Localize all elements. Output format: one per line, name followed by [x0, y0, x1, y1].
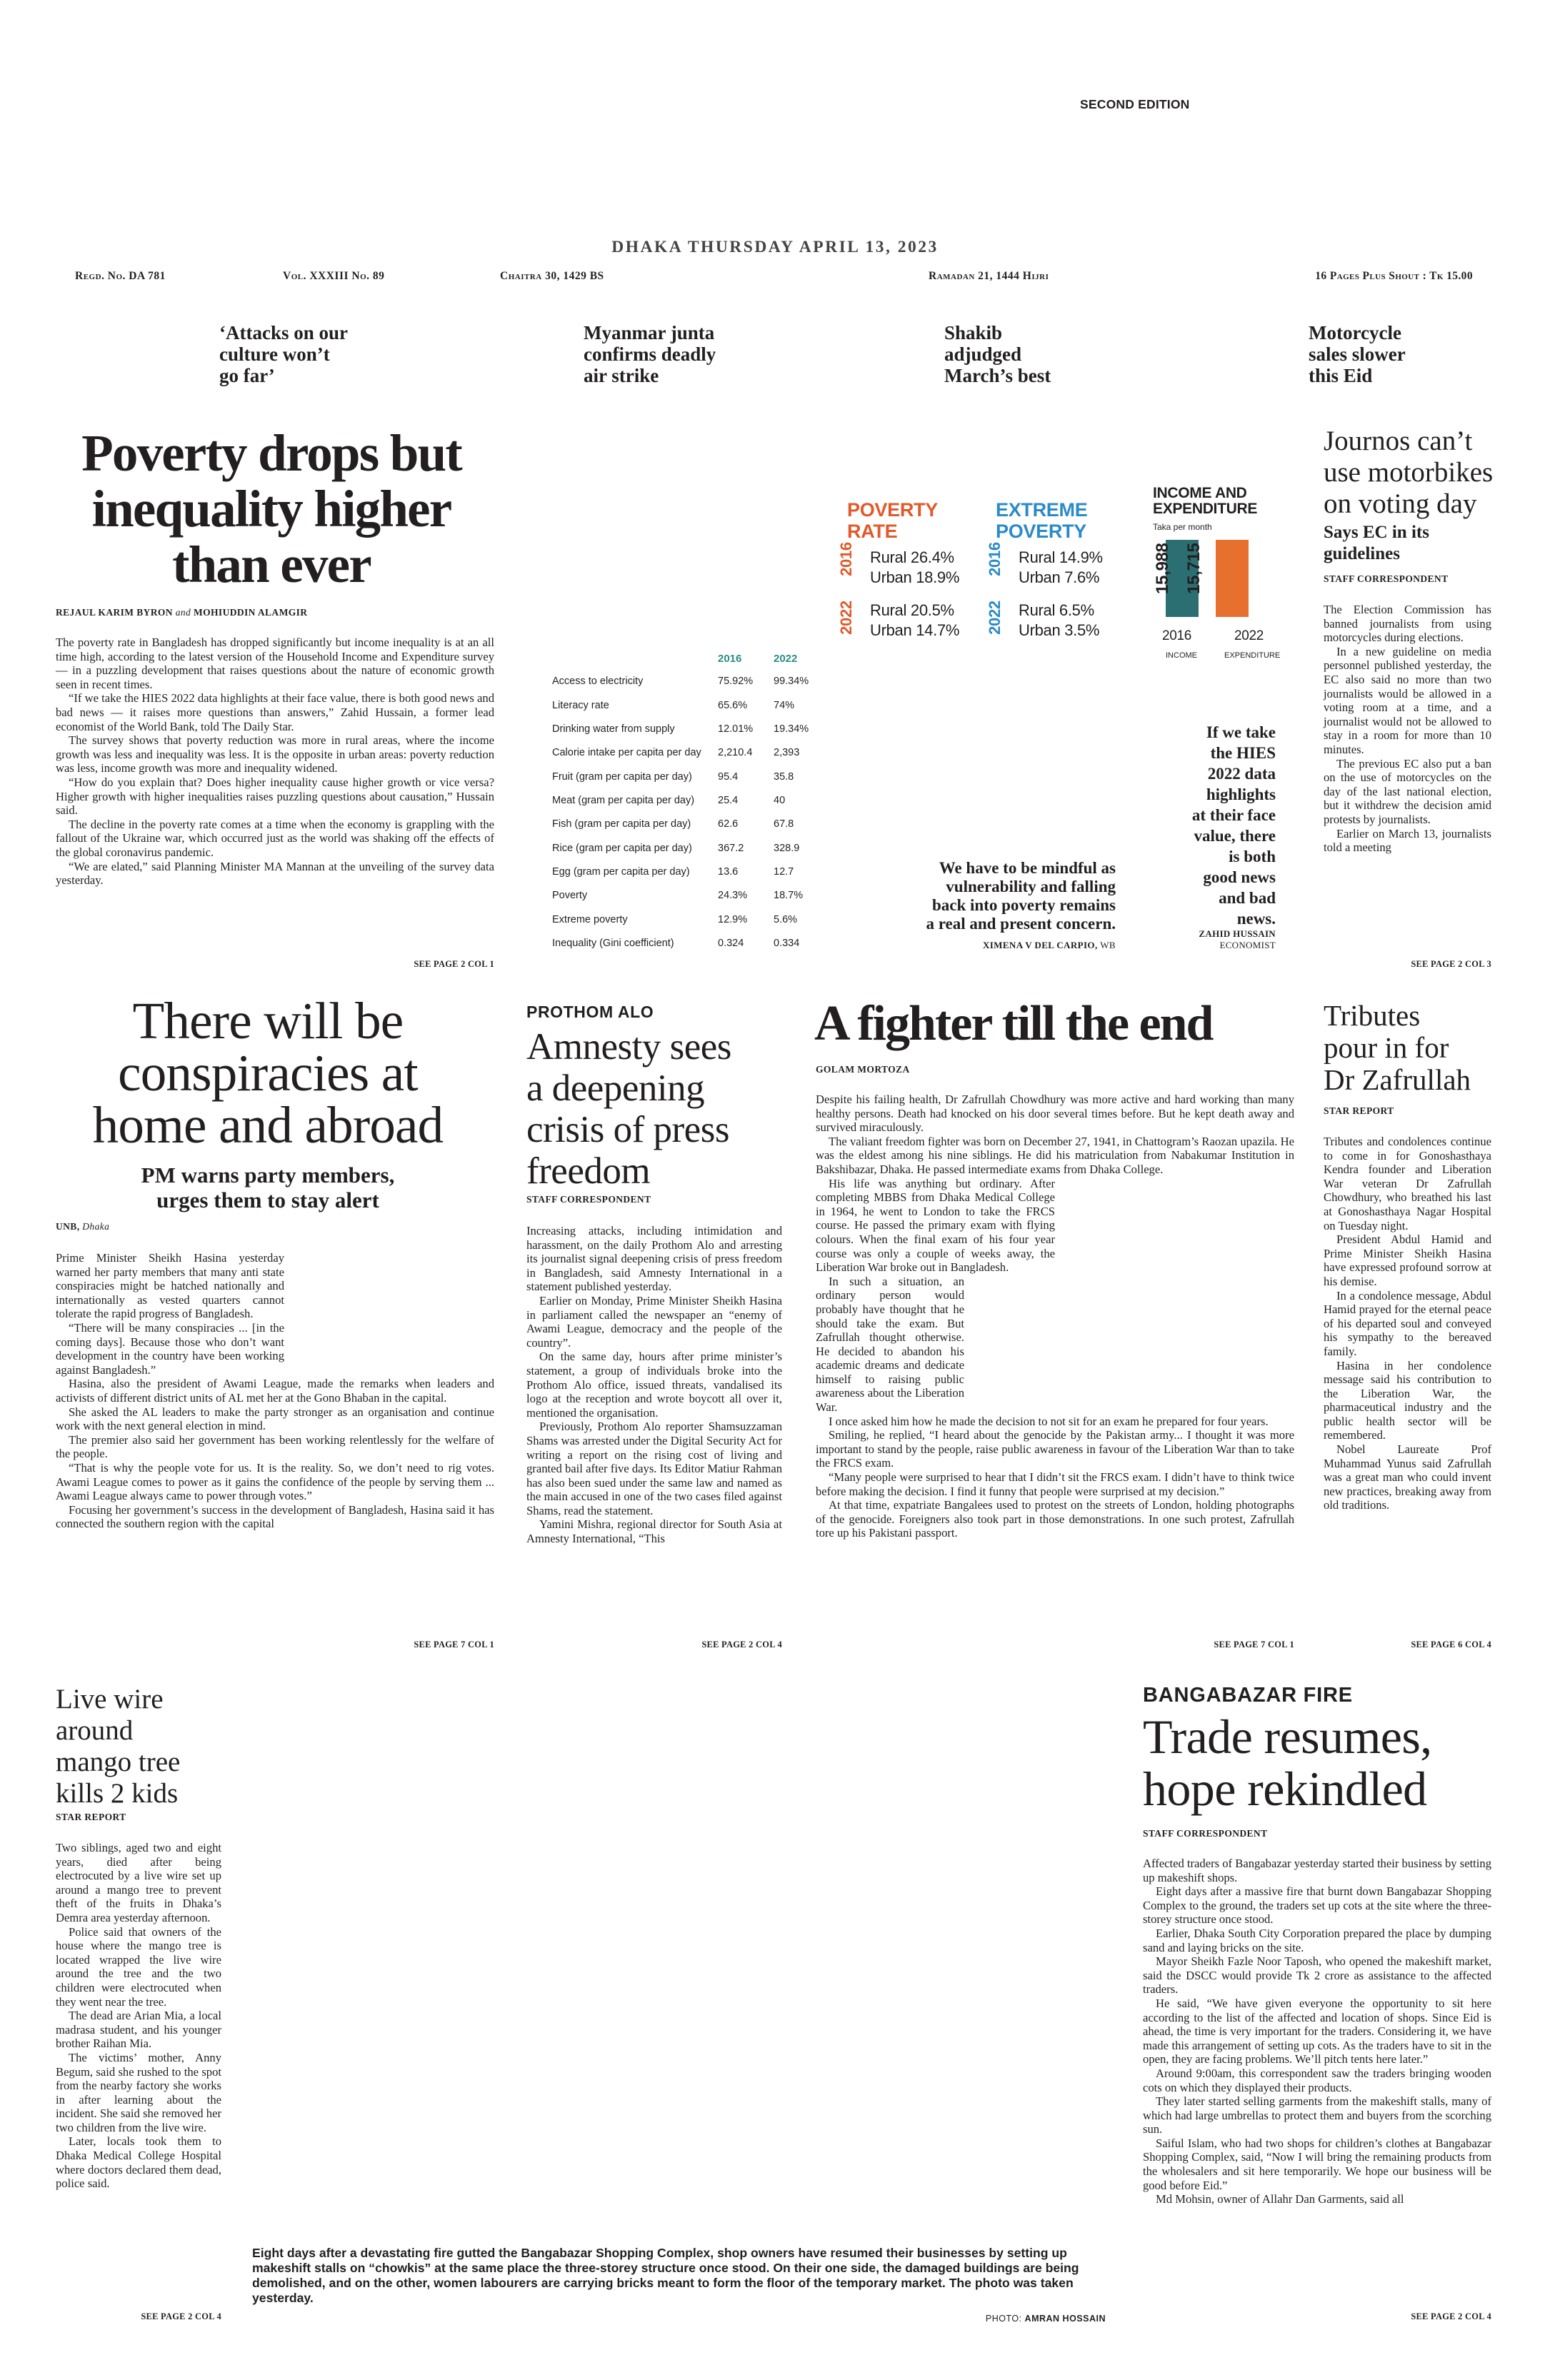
page-count-price: 16 Pages Plus Shout : Tk 15.00 — [1315, 270, 1473, 282]
extreme-poverty-title: EXTREME POVERTY — [996, 499, 1088, 542]
amnesty-headline[interactable]: Amnesty sees a deepening crisis of press freedom — [526, 1026, 731, 1192]
edition-label: SECOND EDITION — [1080, 97, 1190, 111]
expenditure-year: 2022 — [1234, 628, 1264, 643]
table-row: Drinking water from supply 12.01% 19.34% — [552, 723, 809, 735]
livewire-byline: STAR REPORT — [56, 1812, 126, 1822]
bangabazar-body: Affected traders of Bangabazar yesterday started their business by setting up makeshift shops. Eight days after a massive fire that burnt down Bangabazar Shopping Complex to the ground, the traders set up cots at the site where the three-storey structure once stood. Earlier, Dhaka South City Corporation prepared the place by dumping sand and laying bricks on the site. Mayor Sheikh Fazle Noor Taposh, who opened the makeshift market, said the DSCC would provide Tk 2 crore as assistance to the affected traders. He said, “We have given everyone the opportunity to sit here according to the list of the affected and location of shops. Since Eid is ahead, the time is very important for the traders. Considering it, we have made this arrangement of setting up cots. As the traders have to sit in the open, they are facing problems. We’ll pitch tents here later.” Around 9:00am, this correspondent saw the traders bringing wooden cots on which they displayed their products. They later started selling garments from the makeshift stalls, many of which had large umbrellas to protect them and buyers from the scorching sun. Saiful Islam, who had two shops for children’s clothes at Bangabazar Shopping Complex, said, “Now I will bring the remaining products from the wholesalers and sit here temporarily. We hope our business will be good before Eid.” Md Mohsin, owner of Allahr Dan Garments, said all — [1143, 1857, 1491, 2206]
poverty-byline: REJAUL KARIM BYRON and MOHIUDDIN ALAMGIR — [56, 607, 308, 618]
poverty-year-2016: 2016 — [837, 542, 855, 576]
fighter-headline[interactable]: A fighter till the end — [814, 996, 1213, 1051]
income-year: 2016 — [1162, 628, 1192, 643]
income-label: INCOME — [1166, 651, 1197, 660]
table-row: Inequality (Gini coefficient) 0.324 0.334 — [552, 938, 800, 949]
bangabazar-jump-link[interactable]: SEE PAGE 2 COL 4 — [1411, 2311, 1491, 2321]
table-row: Extreme poverty 12.9% 5.6% — [552, 914, 798, 925]
poverty-headline[interactable]: Poverty drops but inequality higher than ever — [81, 424, 461, 593]
photo-credit: PHOTO: AMRAN HOSSAIN — [985, 2314, 1106, 2324]
journos-body: The Election Commission has banned journalists from using motorcycles during elections. In a new guideline on media personnel published yesterday, the EC also said no more than two journalists would be allowed in a voting room at a time, and a journalist would not be allowed to stay in a room for more than 10 minutes. The previous EC also put a ban on the use of motorcycles on the day of the last national election, but it withdrew the decision amid protests by journalists. Earlier on March 13, journalists told a meeting — [1324, 603, 1491, 855]
quote-del-carpio-attribution: XIMENA V DEL CARPIO, WB — [982, 940, 1116, 950]
table-row: Rice (gram per capita per day) 367.2 328.9 — [552, 843, 800, 854]
extreme-2016-values: Rural 14.9% Urban 7.6% — [1019, 548, 1103, 586]
livewire-body: Two siblings, aged two and eight years, died after being electrocuted by a live wire set up around a mango tree to prevent theft of the fruits in Dhaka’s Demra area yesterday afternoon. Police said that owners of the house where the mango tree is located wrapped the live wire around the tree and the two children were electrocuted when they went near the tree. The dead are Arian Mia, a local madrasa student, and his younger brother Raihan Mia. The victims’ mother, Anny Begum, said she rushed to the spot from the nearby factory she works in after learning about the incident. She said she removed her two children from the live wire. Later, locals took them to Dhaka Medical College Hospital where doctors declared them dead, police said. — [56, 1841, 221, 2191]
hijri-date: Ramadan 21, 1444 Hijri — [929, 270, 1049, 282]
amnesty-kicker: PROTHOM ALO — [526, 1003, 654, 1021]
table-row: Fish (gram per capita per day) 62.6 67.8 — [552, 818, 794, 830]
conspiracy-body: Prime Minister Sheikh Hasina yesterday warned her party members that many anti state conspiracies might be hatched nationally and internationally as vested quarters cannot tolerate the rapid progress of Bangladesh. “There will be many conspiracies ... [in the coming days]. Because those who don’t want development in the country have been working against Bangladesh.” Hasina, also the president of Awami League, made the remarks when leaders and activists of different district units of AL met her at the Gono Bhaban in the capital. She asked the AL leaders to make the party stronger as an organisation and continue work with the next general election in mind. The premier also said her government has been working relentlessly for the welfare of the people. “That is why the people vote for us. It is the reality. So, we don’t need to rig votes. Awami League comes to power as it gains the confidence of the people by serving them ... Awami League always came to power through votes.” Focusing her government’s success in the development of Bangladesh, Hasina said it has connected the southern region with the capital — [56, 1251, 494, 1531]
journos-jump-link[interactable]: SEE PAGE 2 COL 3 — [1411, 959, 1491, 969]
table-row: Access to electricity 75.92% 99.34% — [552, 676, 809, 687]
conspiracy-subheadline: PM warns party members, urges them to stay alert — [141, 1163, 395, 1212]
bangabazar-byline: STAFF CORRESPONDENT — [1143, 1828, 1268, 1839]
extreme-year-2016: 2016 — [986, 542, 1004, 576]
fighter-byline: GOLAM MORTOZA — [816, 1064, 910, 1075]
volume-number: Vol. XXXIII No. 89 — [283, 270, 385, 282]
income-expenditure-chart — [1153, 540, 1267, 617]
expenditure-label: EXPENDITURE — [1224, 651, 1281, 660]
table-row: Egg (gram per capita per day) 13.6 12.7 — [552, 866, 794, 878]
fighter-body: Despite his failing health, Dr Zafrullah Chowdhury was more active and hard working than many healthy persons. Death had knocked on his door several times before. But he kept death away and survived miraculously. The valiant freedom fighter was born on December 27, 1941, in Chattogram’s Raozan upazila. He was the eldest among his nine siblings. He did his matriculation from Nabakumar Institution in Bakshibazar, Dhaka. He passed intermediate exams from Dhaka College. His life was anything but ordinary. After completing MBBS from Dhaka Medical College in 1964, he went to London to take the FRCS course. He passed the primary exam with flying colours. When the final exam of his four year course was only a couple of weeks away, the Liberation War broke out in Bangladesh. In such a situation, an ordinary person would probably have thought that he should take the exam. But Zafrullah thought otherwise. He decided to abandon his academic dreams and dedicate himself to raising public awareness about the Liberation War. I once asked him how he made the decision to not sit for an exam he prepared for four years. Smiling, he replied, “I heard about the genocide by the Pakistan army... I thought it was more important to stand by the people, raise public awareness in favour of the Liberation War than to take the FRCS exam. “Many people were surprised to hear that I didn’t sit the FRCS exam. I didn’t have to think twice before making the decision. I find it funny that people were surprised at my decision.” At that time, expatriate Bangalees used to protest on the streets of London, holding photographs of the genocide. Foreigners also took part in those demonstrations. In one such protest, Zafrullah tore up his Pakistani passport. — [816, 1093, 1294, 1540]
quote-del-carpio: We have to be mindful as vulnerability and falling back into poverty remains a real and present concern. — [926, 859, 1116, 933]
bar-expenditure-2022 — [1216, 540, 1249, 617]
table-row: Calorie intake per capita per day 2,210.4 2,393 — [552, 747, 800, 758]
income-value: 15,988 — [1153, 543, 1172, 594]
livewire-headline[interactable]: Live wire around mango tree kills 2 kids — [56, 1684, 181, 1809]
tributes-jump-link[interactable]: SEE PAGE 6 COL 4 — [1411, 1640, 1491, 1650]
tributes-headline[interactable]: Tributes pour in for Dr Zafrullah — [1324, 999, 1471, 1096]
table-row: Fruit (gram per capita per day) 95.4 35.8 — [552, 771, 794, 783]
poverty-rate-title: POVERTY RATE — [847, 499, 938, 542]
amnesty-body: Increasing attacks, including intimidation and harassment, on the daily Prothom Alo and arresting its journalist signal deepening crisis of press freedom in Bangladesh, said Amnesty International in a statement published yesterday. Earlier on Monday, Prime Minister Sheikh Hasina in parliament called the newspaper an “enemy of Awami League, democracy and the people of the country”. On the same day, hours after prime minister’s statement, a group of individuals broke into the Prothom Alo office, issued threats, vandalised its logo at the reception and wrote boycott all over it, mentioned the organisation. Previously, Prothom Alo reporter Shamsuzzaman Shams was arrested under the Digital Security Act for writing a report on the rising cost of living and granted bail after five days. Its Editor Matiur Rahman has also been sued under the same law and named as the main accused in one of the two cases filed against Shams, read the statement. Yamini Mishra, regional director for South Asia at Amnesty International, “This — [526, 1224, 782, 1546]
teaser-myanmar-junta[interactable]: Myanmar junta confirms deadly air strike — [584, 322, 716, 386]
journos-subheadline: Says EC in its guidelines — [1324, 523, 1429, 563]
income-expenditure-title: INCOME AND EXPENDITURE — [1153, 485, 1258, 517]
poverty-body: The poverty rate in Bangladesh has dropped significantly but income inequality is at an all time high, according to the latest version of the Household Income and Expenditure survey — in a puzzling development that raises questions about the nature of economic growth seen in recent times. “If we take the HIES 2022 data highlights at their face value, there is both good news and bad news — it raises more questions than answers,” Zahid Hussain, a former lead economist of the World Bank, told The Daily Star. The survey shows that poverty reduction was more in rural areas, where the income growth was less and inequality was less. It is the opposite in urban areas: poverty reduction was less, income growth was more and inequality widened. “How do you explain that? Does higher inequality cause higher growth or vice versa? Higher growth with higher inequalities raises puzzling questions about causation,” Hussain said. The decline in the poverty rate comes at a time when the economy is grappling with the fallout of the Ukraine war, which occurred just as the world was shaking off the effects of the global coronavirus pandemic. “We are elated,” said Planning Minister MA Mannan at the unveiling of the survey data yesterday. — [56, 636, 494, 888]
bangabazar-kicker: BANGABAZAR FIRE — [1143, 1684, 1353, 1707]
extreme-2022-values: Rural 6.5% Urban 3.5% — [1019, 601, 1100, 639]
amnesty-jump-link[interactable]: SEE PAGE 2 COL 4 — [701, 1640, 782, 1650]
photo-caption: Eight days after a devastating fire gutted the Bangabazar Shopping Complex, shop owners have resumed their businesses by setting up makeshift stalls on “chowkis” at the same place the three-storey structure once stood. On their one side, the damaged buildings are being demolished, and on the other, women labourers are carrying bricks meant to form the floor of the temporary market. The photo was taken yesterday. — [252, 2246, 1079, 2305]
journos-byline: STAFF CORRESPONDENT — [1324, 573, 1449, 584]
livewire-jump-link[interactable]: SEE PAGE 2 COL 4 — [141, 2311, 221, 2321]
poverty-2016-values: Rural 26.4% Urban 18.9% — [870, 548, 960, 586]
table-row: Literacy rate 65.6% 74% — [552, 700, 795, 711]
table-header-2022: 2022 — [774, 653, 798, 665]
expenditure-value: 15,715 — [1184, 543, 1204, 594]
quote-zahid-hussain: If we take the HIES 2022 data highlights at their face value, there is both good news and bad news. — [1191, 723, 1276, 928]
teaser-shakib[interactable]: Shakib adjudged March’s best — [944, 322, 1051, 386]
amnesty-byline: STAFF CORRESPONDENT — [526, 1194, 651, 1205]
teaser-culture-attacks[interactable]: ‘Attacks on our culture won’t go far’ — [219, 322, 348, 386]
quote-zahid-attribution: ZAHID HUSSAIN ECONOMIST — [1199, 928, 1276, 950]
poverty-2022-values: Rural 20.5% Urban 14.7% — [870, 601, 960, 639]
bengali-date: Chaitra 30, 1429 BS — [500, 270, 604, 282]
extreme-year-2022: 2022 — [986, 601, 1004, 635]
regd-number: Regd. No. DA 781 — [75, 270, 166, 282]
journos-headline[interactable]: Journos can’t use motorbikes on voting day — [1324, 426, 1494, 519]
conspiracy-jump-link[interactable]: SEE PAGE 7 COL 1 — [414, 1640, 494, 1650]
tributes-byline: STAR REPORT — [1324, 1105, 1394, 1116]
hies-statistics-table — [552, 648, 838, 955]
poverty-jump-link[interactable]: SEE PAGE 2 COL 1 — [414, 959, 494, 969]
bangabazar-headline[interactable]: Trade resumes, hope rekindled — [1143, 1709, 1432, 1816]
dateline: DHAKA THURSDAY APRIL 13, 2023 — [611, 238, 939, 256]
conspiracy-byline: UNB, Dhaka — [56, 1221, 110, 1232]
fighter-jump-link[interactable]: SEE PAGE 7 COL 1 — [1214, 1640, 1294, 1650]
table-row: Poverty 24.3% 18.7% — [552, 890, 804, 901]
poverty-year-2022: 2022 — [837, 601, 855, 635]
tributes-body: Tributes and condolences continue to come in for Gonoshasthaya Kendra founder and Liberation War veteran Dr Zafrullah Chowdhury, who breathed his last at Gonoshasthaya Nagar Hospital on Tuesday night. President Abdul Hamid and Prime Minister Sheikh Hasina have expressed profound sorrow at his demise. In a condolence message, Abdul Hamid prayed for the eternal peace of his departed soul and conveyed his sympathy to the bereaved family. Hasina in her condolence message said his contribution to the Liberation War, the pharmaceutical industry and the public health sector will be remembered. Nobel Laureate Prof Muhammad Yunus said Zafrullah was a great man who could invent new practices, breaking away from old traditions. — [1324, 1135, 1491, 1512]
income-expenditure-unit: Taka per month — [1153, 522, 1212, 532]
table-header-2016: 2016 — [718, 653, 742, 665]
teaser-motorcycle-sales[interactable]: Motorcycle sales slower this Eid — [1309, 322, 1406, 386]
table-row: Meat (gram per capita per day) 25.4 40 — [552, 795, 786, 806]
conspiracy-headline[interactable]: There will be conspiracies at home and abroad — [92, 992, 444, 1154]
